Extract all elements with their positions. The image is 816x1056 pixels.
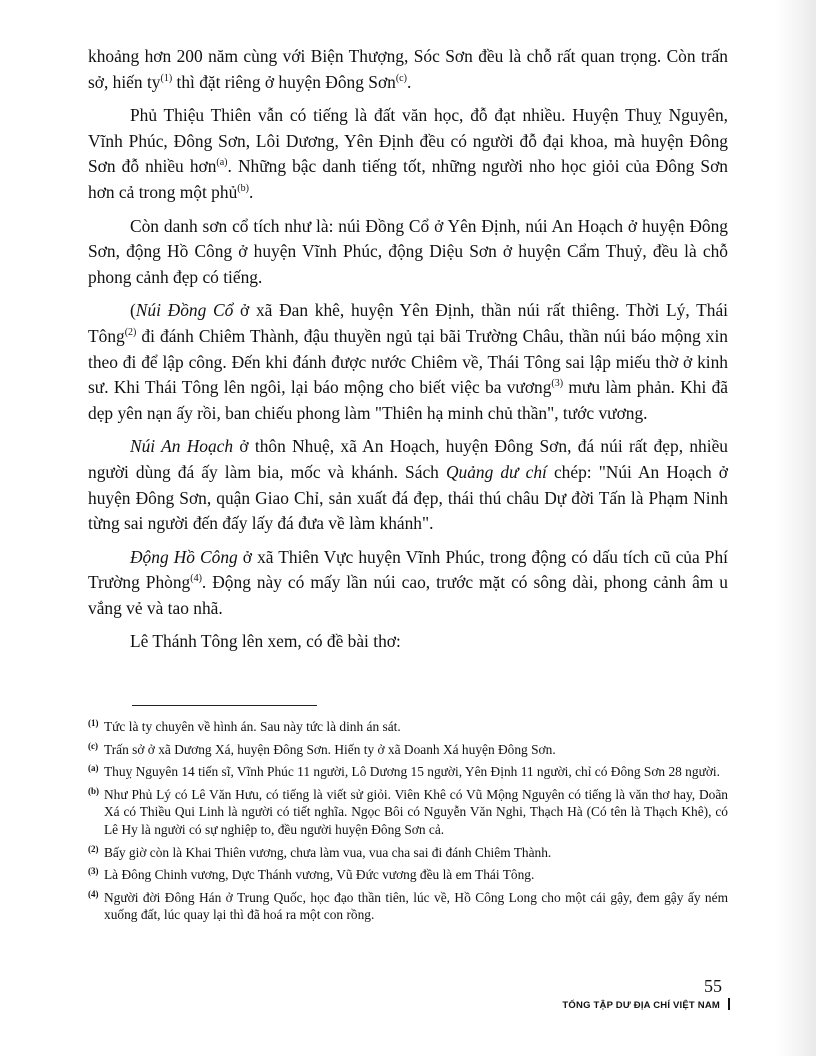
footnote bbox=[88, 866, 728, 884]
text-run: ở xã Đan khê, huyện Yên Định, thần núi rất thiêng. Thời Lý, Thái Tông bbox=[88, 300, 728, 346]
footnote bbox=[88, 763, 728, 781]
text-run: . Những bậc danh tiếng tốt, những người nho học giỏi của Đông Sơn hơn cả trong một phủ bbox=[88, 156, 728, 202]
footnote-reference: (2) bbox=[124, 326, 137, 338]
text-run: . Động này có mấy lần núi cao, trước mặt có sông dài, phong cảnh âm u vắng vẻ và tao nhã. bbox=[88, 572, 728, 618]
footnote-reference: (a) bbox=[216, 157, 228, 169]
footnote-text: Bấy giờ còn là Khai Thiên vương, chưa làm vua, vua cha sai đi đánh Chiêm Thành. bbox=[104, 844, 552, 860]
document-page bbox=[88, 44, 728, 929]
text-run: chép: "Núi An Hoạch ở huyện Đông Sơn, quận Giao Chỉ, sản xuất đá đẹp, thái thú châu Dự đời Tấn là Phạm Ninh từng sai người đến đấy lấy đá đưa về làm khánh". bbox=[88, 461, 728, 534]
text-run: Lê Thánh Tông lên xem, có đề bài thơ: bbox=[130, 631, 401, 652]
body-paragraph bbox=[88, 629, 728, 655]
body-paragraph bbox=[88, 545, 728, 622]
footnote-marker: (1) bbox=[88, 718, 99, 729]
page-edge-shadow bbox=[776, 0, 816, 1056]
footnotes bbox=[88, 718, 728, 924]
footnote-reference: (b) bbox=[237, 182, 249, 194]
footnote-marker: (3) bbox=[88, 866, 99, 877]
footnote bbox=[88, 741, 728, 759]
text-run: . bbox=[248, 181, 254, 202]
footnote-reference: (4) bbox=[190, 573, 202, 585]
footnote-marker: (4) bbox=[88, 888, 99, 899]
footnote-marker: (2) bbox=[88, 843, 99, 854]
footnote-reference: (3) bbox=[551, 378, 564, 390]
body-paragraph bbox=[88, 44, 728, 95]
text-run: Phủ Thiệu Thiên vẫn có tiếng là đất văn học, đỗ đạt nhiều. Huyện Thuỵ Nguyên, Vĩnh Phúc, Đông Sơn, Lôi Dương, Yên Định đều có người đỗ đại khoa, mà huyện Đông Sơn đỗ nhiều hơn bbox=[88, 105, 728, 177]
footnote-text: Là Đông Chinh vương, Dực Thánh vương, Vũ Đức vương đều là em Thái Tông. bbox=[104, 867, 535, 883]
text-run: . bbox=[406, 71, 412, 92]
text-run: mưu làm phản. Khi đã dẹp yên nạn ấy rồi, ban chiếu phong làm "Thiên hạ minh chủ thần", tước vương. bbox=[88, 377, 728, 423]
footnote-text: Người đời Đông Hán ở Trung Quốc, học đạo thần tiên, lúc về, Hồ Công Long cho một cái gậy, đem gậy ấy ném xuống đất, lúc quay lại thì đã hoá ra một con rồng. bbox=[104, 889, 728, 923]
page-number: 55 bbox=[704, 976, 722, 996]
running-footer-title: TỔNG TẬP DƯ ĐỊA CHÍ VIỆT NAM bbox=[562, 1000, 720, 1011]
text-run: khoảng hơn 200 năm cùng với Biện Thượng, Sóc Sơn đều là chỗ rất quan trọng. Còn trấn sở, hiến ty bbox=[88, 46, 728, 92]
footnote-text: Thuỵ Nguyên 14 tiến sĩ, Vĩnh Phúc 11 người, Lô Dương 15 người, Yên Định 11 người, chỉ có Đông Sơn 28 người. bbox=[104, 764, 720, 780]
footnote bbox=[88, 718, 728, 736]
text-run: ( bbox=[130, 300, 136, 321]
footnote-marker: (c) bbox=[88, 740, 98, 751]
text-run: Còn danh sơn cổ tích như là: núi Đồng Cổ ở Yên Định, núi An Hoạch ở huyện Đông Sơn, động Hồ Công ở huyện Vĩnh Phúc, động Diệu Sơn ở huyện Cẩm Thuỷ, đều là chỗ phong cảnh đẹp có tiếng. bbox=[88, 215, 728, 287]
body-paragraph bbox=[88, 103, 728, 205]
footnote bbox=[88, 786, 728, 839]
text-run: thì đặt riêng ở huyện Đông Sơn bbox=[172, 71, 396, 92]
footnote-separator bbox=[132, 705, 317, 706]
text-run: ở xã Thiên Vực huyện Vĩnh Phúc, trong động có dấu tích cũ của Phí Trường Phòng bbox=[88, 546, 728, 593]
footer-tick-mark bbox=[728, 998, 730, 1010]
footnote-text: Như Phủ Lý có Lê Văn Hưu, có tiếng là viết sử giỏi. Viên Khê có Vũ Mộng Nguyên có tiếng là văn thơ hay, Doãn Xá có Thiều Qui Linh là người có tiết nghĩa. Ngọc Bôi có Nguyễn Văn Nghi, Thạch Hà (Có tên là Thạch Khê), có Lê Hy là người có sự nghiệp to, đều người huyện Đông Sơn cả. bbox=[104, 786, 728, 838]
italic-place-name: Động Hồ Công bbox=[130, 546, 238, 567]
body-text bbox=[88, 44, 728, 655]
italic-place-name: Núi An Hoạch bbox=[130, 436, 234, 457]
footnote bbox=[88, 844, 728, 862]
body-paragraph bbox=[88, 298, 728, 426]
italic-place-name: Núi Đồng Cổ bbox=[135, 300, 234, 321]
footnote-marker: (b) bbox=[88, 785, 99, 796]
footnote bbox=[88, 889, 728, 924]
footnote-reference: (c) bbox=[395, 72, 407, 84]
body-paragraph bbox=[88, 434, 728, 536]
text-run: đi đánh Chiêm Thành, đậu thuyền ngủ tại bãi Trường Châu, thần núi báo mộng xin theo đi để lập công. Đến khi đánh được nước Chiêm về, Thái Tông sai lập miếu thờ ở kinh sư. Khi Thái Tông lên ngôi, lại báo mộng cho biết việc ba vương bbox=[88, 325, 728, 398]
text-run: ở thôn Nhuệ, xã An Hoạch, huyện Đông Sơn, đá núi rất đẹp, nhiều người dùng đá ấy làm bia, mốc và khánh. Sách bbox=[88, 436, 728, 482]
body-paragraph bbox=[88, 214, 728, 291]
footnote-marker: (a) bbox=[88, 763, 99, 774]
footnote-text: Tức là ty chuyên về hình án. Sau này tức là dinh án sát. bbox=[104, 719, 401, 735]
footnote-text: Trấn sở ở xã Dương Xá, huyện Đông Sơn. Hiến ty ở xã Doanh Xá huyện Đông Sơn. bbox=[104, 741, 556, 757]
footnote-reference: (1) bbox=[160, 72, 173, 84]
italic-place-name: Quảng dư chí bbox=[445, 461, 547, 482]
